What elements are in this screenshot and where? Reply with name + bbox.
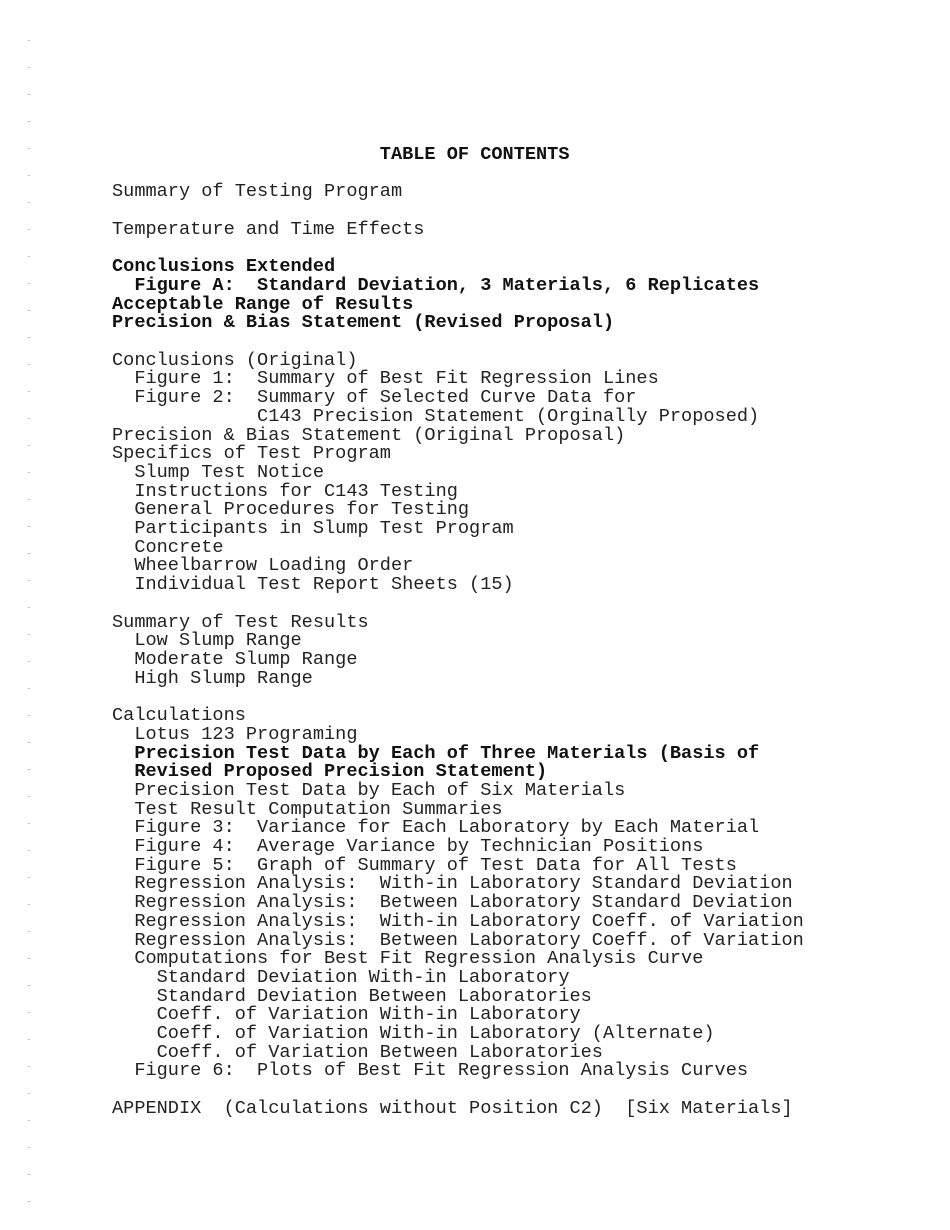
- toc-entry: Coeff. of Variation With-in Laboratory (Alternate): [112, 1023, 715, 1045]
- scan-speck: [28, 1012, 30, 1013]
- toc-entry: Participants in Slump Test Program: [112, 518, 514, 540]
- toc-entry: High Slump Range: [112, 667, 313, 689]
- toc-entry: Lotus 123 Programing: [112, 723, 358, 745]
- toc-entry: Figure 2: Summary of Selected Curve Data for: [112, 387, 637, 409]
- toc-entry: Conclusions Extended: [112, 256, 336, 278]
- scan-speck: [28, 94, 30, 95]
- scan-speck: [28, 445, 30, 446]
- scan-speck: [28, 1066, 30, 1067]
- toc-entry: Computations for Best Fit Regression Analysis Curve: [112, 948, 704, 970]
- toc-entry: Precision Test Data by Each of Three Materials (Basis of: [112, 742, 760, 764]
- toc-entry: Summary of Testing Program: [112, 181, 403, 203]
- scan-speck: [28, 931, 30, 932]
- toc-entry: Instructions for C143 Testing: [112, 480, 458, 502]
- scan-speck: [28, 40, 30, 41]
- scan-speck: [28, 769, 30, 770]
- scan-speck: [28, 1039, 30, 1040]
- toc-entry: Regression Analysis: Between Laboratory Standard Deviation: [112, 892, 793, 914]
- scan-speck: [28, 310, 30, 311]
- toc-entry: Figure 4: Average Variance by Technician Positions: [112, 836, 704, 858]
- toc-entry: Specifics of Test Program: [112, 443, 391, 465]
- toc-entry: Regression Analysis: With-in Laboratory Coeff. of Variation: [112, 910, 804, 932]
- toc-entry: Coeff. of Variation With-in Laboratory: [112, 1004, 581, 1026]
- scan-speck: [28, 337, 30, 338]
- scan-speck: [28, 634, 30, 635]
- toc-entry: Coeff. of Variation Between Laboratories: [112, 1041, 603, 1063]
- scan-speck: [28, 175, 30, 176]
- blank-line: [112, 333, 804, 352]
- scan-speck: [28, 472, 30, 473]
- scan-speck: [28, 580, 30, 581]
- scan-speck: [28, 418, 30, 419]
- toc-entry: Standard Deviation Between Laboratories: [112, 985, 592, 1007]
- scan-speck: [28, 715, 30, 716]
- scan-speck: [28, 526, 30, 527]
- scan-speck: [28, 499, 30, 500]
- toc-entry: Concrete: [112, 536, 224, 558]
- scan-speck: [28, 1174, 30, 1175]
- scan-speck: [28, 985, 30, 986]
- scan-speck: [28, 958, 30, 959]
- scan-speck: [28, 67, 30, 68]
- scan-speck: [28, 877, 30, 878]
- scan-speck: [28, 148, 30, 149]
- scan-speck: [28, 1093, 30, 1094]
- scan-speck: [28, 553, 30, 554]
- scan-speck: [28, 823, 30, 824]
- scan-speck: [28, 742, 30, 743]
- table-of-contents: [112, 146, 804, 1119]
- toc-entry: C143 Precision Statement (Orginally Proposed): [112, 405, 760, 427]
- scan-speck: [28, 904, 30, 905]
- toc-entry: Figure 5: Graph of Summary of Test Data for All Tests: [112, 854, 737, 876]
- scan-speck: [28, 661, 30, 662]
- toc-heading: TABLE OF CONTENTS: [112, 144, 570, 165]
- toc-entry: Low Slump Range: [112, 630, 302, 652]
- toc-entry: Regression Analysis: Between Laboratory Coeff. of Variation: [112, 929, 804, 951]
- scan-speck: [28, 796, 30, 797]
- scan-speck: [28, 688, 30, 689]
- scan-speck: [28, 391, 30, 392]
- toc-entry: Precision Test Data by Each of Six Materials: [112, 779, 626, 801]
- scan-speck: [28, 607, 30, 608]
- toc-entry: Calculations: [112, 705, 246, 727]
- toc-entry: Moderate Slump Range: [112, 648, 358, 670]
- toc-entry: Figure A: Standard Deviation, 3 Materials, 6 Replicates: [112, 274, 760, 296]
- toc-entry: Precision & Bias Statement (Original Proposal): [112, 424, 626, 446]
- toc-entry: Slump Test Notice: [112, 461, 325, 483]
- toc-entry: Temperature and Time Effects: [112, 218, 425, 240]
- toc-entry: Summary of Test Results: [112, 611, 369, 633]
- toc-entry: Individual Test Report Sheets (15): [112, 574, 514, 596]
- toc-entry: Standard Deviation With-in Laboratory: [112, 966, 570, 988]
- scan-speck: [28, 202, 30, 203]
- toc-entry: Figure 3: Variance for Each Laboratory by Each Material: [112, 817, 760, 839]
- scan-speck: [28, 229, 30, 230]
- toc-entry: General Procedures for Testing: [112, 499, 470, 521]
- blank-line: [112, 202, 804, 221]
- toc-entry: Conclusions (Original): [112, 349, 358, 371]
- blank-line: [112, 595, 804, 614]
- toc-entry: Test Result Computation Summaries: [112, 798, 503, 820]
- scan-speck: [28, 364, 30, 365]
- scan-speck: [28, 1120, 30, 1121]
- scan-speck: [28, 1147, 30, 1148]
- scan-speck: [28, 850, 30, 851]
- scan-speck: [28, 256, 30, 257]
- toc-entry: Regression Analysis: With-in Laboratory Standard Deviation: [112, 873, 793, 895]
- toc-entry: Revised Proposed Precision Statement): [112, 761, 548, 783]
- toc-entry: Figure 6: Plots of Best Fit Regression Analysis Curves: [112, 1060, 749, 1082]
- toc-entry: Precision & Bias Statement (Revised Proposal): [112, 312, 615, 334]
- toc-entry: APPENDIX (Calculations without Position C2) [Six Materials]: [112, 1097, 793, 1119]
- toc-entry: Figure 1: Summary of Best Fit Regression Lines: [112, 368, 659, 390]
- scan-speck: [28, 1201, 30, 1202]
- scan-speck: [28, 283, 30, 284]
- scan-speck: [28, 121, 30, 122]
- toc-entry: Acceptable Range of Results: [112, 293, 414, 315]
- toc-entry: Wheelbarrow Loading Order: [112, 555, 414, 577]
